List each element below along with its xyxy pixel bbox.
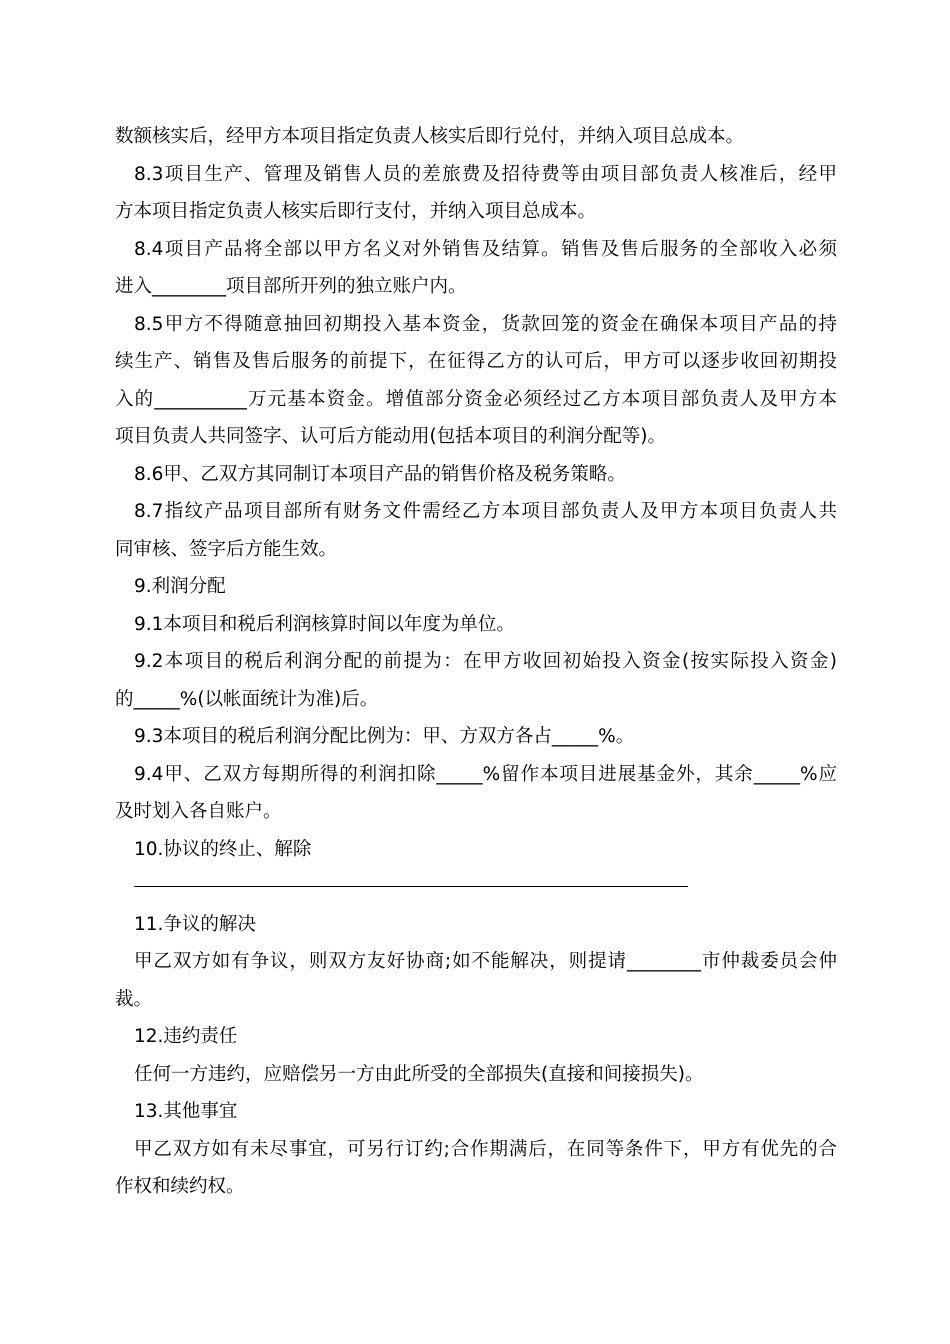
- section-heading: 12.违约责任: [134, 1026, 238, 1047]
- section-heading: 10.协议的终止、解除: [134, 838, 312, 860]
- section-heading: 11.争议的解决: [134, 913, 256, 935]
- text-line: 8.3项目生产、管理及销售人员的差旅费及招待费等由项目部负责人核准后，经甲: [134, 163, 837, 185]
- text-line: 裁。: [115, 988, 153, 1010]
- text-line: 项目负责人共同签字、认可后方能动用(包括本项目的利润分配等)。: [115, 426, 666, 447]
- text-line: 8.6甲、乙双方其同制订本项目产品的销售价格及税务策略。: [134, 463, 626, 485]
- section-heading: 9.利润分配: [134, 576, 226, 597]
- text-line: 作权和续约权。: [115, 1176, 245, 1197]
- text-line: 9.4甲、乙双方每期所得的利润扣除_____%留作本项目进展基金外，其余_____%应: [134, 763, 837, 785]
- text-line: 入的__________万元基本资金。增值部分资金必须经过乙方本项目部负责人及甲方本: [115, 388, 837, 410]
- document-body: [115, 118, 837, 1206]
- text-line: 甲乙双方如有未尽事宜，可另行订约;合作期满后，在同等条件下，甲方有优先的合: [134, 1138, 837, 1160]
- text-line: 8.5甲方不得随意抽回初期投入基本资金，货款回笼的资金在确保本项目产品的持: [134, 313, 837, 335]
- text-line: 同审核、签字后方能生效。: [115, 538, 338, 560]
- text-line: 方本项目指定负责人核实后即行支付，并纳入项目总成本。: [115, 201, 597, 222]
- text-line: 任何一方违约，应赔偿另一方由此所受的全部损失(直接和间接损失)。: [134, 1063, 704, 1085]
- text-line: 9.2本项目的税后利润分配的前提为：在甲方收回初始投入资金(按实际投入资金): [134, 651, 837, 672]
- text-line: 进入________项目部所开列的独立账户内。: [115, 276, 467, 297]
- text-line: 及时划入各自账户。: [115, 801, 282, 822]
- text-line: 9.1本项目和税后利润核算时间以年度为单位。: [134, 613, 515, 635]
- text-line: 8.7指纹产品项目部所有财务文件需经乙方本项目部负责人及甲方本项目负责人共: [134, 501, 837, 522]
- section-heading: 13.其他事宜: [134, 1101, 238, 1122]
- blank-fill-line: [115, 868, 837, 906]
- underline-rule: [134, 886, 688, 887]
- text-line: 续生产、销售及售后服务的前提下，在征得乙方的认可后，甲方可以逐步收回初期投: [115, 351, 837, 372]
- text-line: 9.3本项目的税后利润分配比例为：甲、方双方各占_____%。: [134, 726, 635, 747]
- text-line: 数额核实后，经甲方本项目指定负责人核实后即行兑付，并纳入项目总成本。: [115, 126, 745, 147]
- text-line: 8.4项目产品将全部以甲方名义对外销售及结算。销售及售后服务的全部收入必须: [134, 238, 837, 260]
- text-line: 的_____%(以帐面统计为准)后。: [115, 688, 379, 710]
- text-line: 甲乙双方如有争议，则双方友好协商;如不能解决，则提请________市仲裁委员会仲: [134, 951, 837, 972]
